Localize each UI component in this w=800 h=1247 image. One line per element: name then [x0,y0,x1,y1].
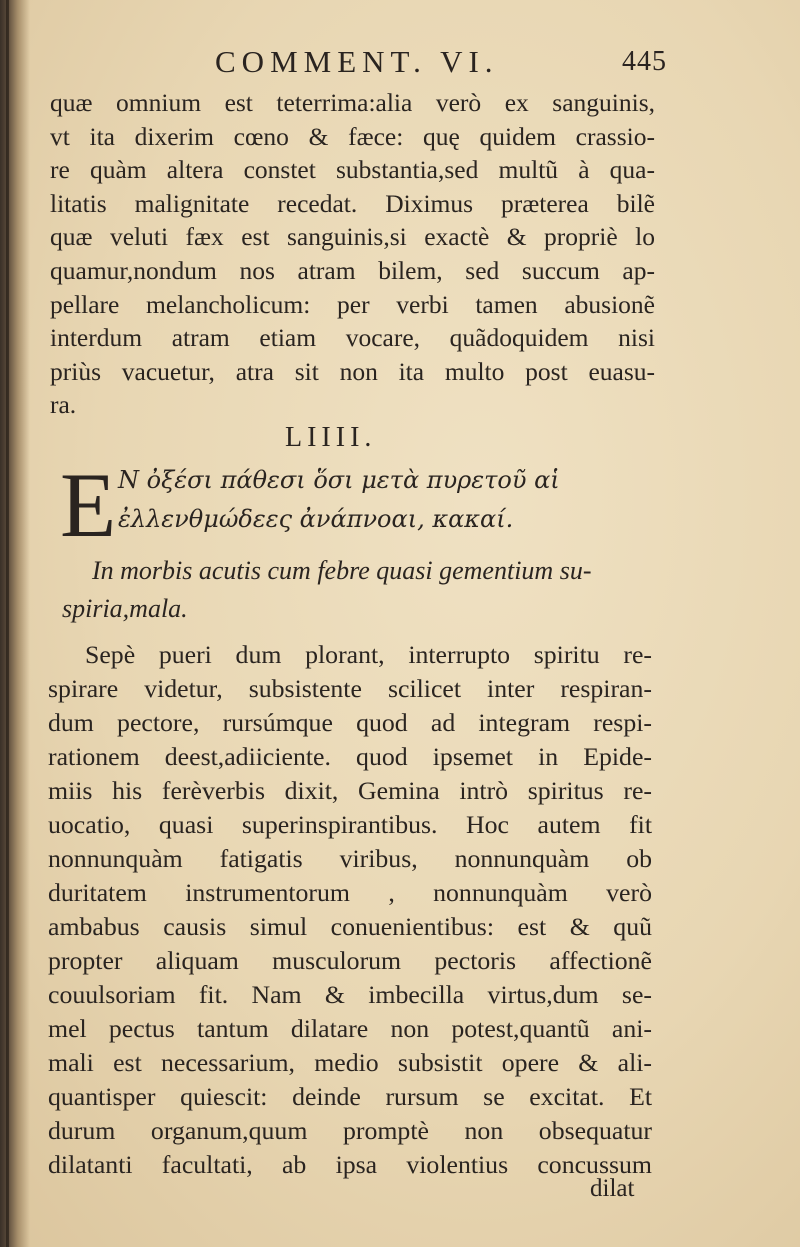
text-line: couulsoriam fit. Nam & imbecilla virtus,dum se- [48,980,652,1009]
text-line: dum pectore, rursúmque quod ad integram respi- [48,708,652,737]
text-line: spirare videtur, subsistente scilicet inter respiran- [48,674,652,703]
text-line: uocatio, quasi superinspirantibus. Hoc autem fit [48,810,652,839]
page-number: 445 [622,46,667,77]
running-head: COMMENT. VI. [215,44,499,79]
text-line: ambabus causis simul conuenientibus: est & quũ [48,912,652,941]
text-line: dilatanti facultati, ab ipsa violentius concussum [48,1150,652,1179]
text-line: priùs vacuetur, atra sit non ita multo post euasu- [50,356,655,386]
text-line: vt ita dixerim cœno & fæce: quę quidem crassio- [50,121,655,151]
text-line: re quàm altera constet substantia,sed multũ à qua- [50,155,655,185]
catchword: dilat [590,1175,635,1202]
text-line: interdum atram etiam vocare, quãdoquidem nisi [50,323,655,353]
text-line: miis his ferèverbis dixit, Gemina intrò spiritus re- [48,776,652,805]
text-line: rationem deest,adiiciente. quod ipsemet in Epide- [48,742,652,771]
commentary-paragraph [48,638,652,1182]
text-line: quæ veluti fæx est sanguinis,si exactè & propriè lo [50,222,655,252]
text-line: quantisper quiescit: deinde rursum se excitat. Et [48,1082,652,1111]
greek-aphorism-line: ἐλλενθμώδεες ἀνάπνοαι, κακαί. [118,505,514,533]
text-line: mali est necessarium, medio subsistit opere & ali- [48,1048,652,1077]
text-line: quæ omnium est teterrima:alia verò ex sanguinis, [50,88,655,117]
spine-edge [6,0,9,1247]
section-number: LIIII. [285,422,377,453]
latin-aphorism-line: spiria,mala. [62,594,188,623]
text-line: duritatem instrumentorum , nonnunquàm verò [48,878,652,907]
top-paragraph [50,86,655,422]
text-line: propter aliquam musculorum pectoris affectionẽ [48,946,652,975]
text-line: quamur,nondum nos atram bilem, sed succum ap- [50,255,655,285]
text-line: Sepè pueri dum plorant, interrupto spiritu re- [85,640,652,669]
text-line: mel pectus tantum dilatare non potest,quantũ ani- [48,1014,652,1043]
text-line: pellare melancholicum: per verbi tamen abusionẽ [50,289,655,319]
page-header [0,44,800,84]
text-line: ra. [50,390,77,420]
text-line: litatis malignitate recedat. Diximus prætereа bilẽ [50,188,655,218]
text-line: durum organum,quum promptè non obsequatur [48,1116,652,1145]
book-spine-shadow [0,0,30,1247]
latin-aphorism-line: In morbis acutis cum febre quasi gementium su- [92,556,592,585]
greek-aphorism-line: N ὀξέσι πάθεσι ὅσι μετὰ πυρετοῦ αἱ [118,466,560,494]
text-line: nonnunquàm fatigatis viribus, nonnunquàm ob [48,844,652,873]
dropcap-letter: E [60,454,117,556]
